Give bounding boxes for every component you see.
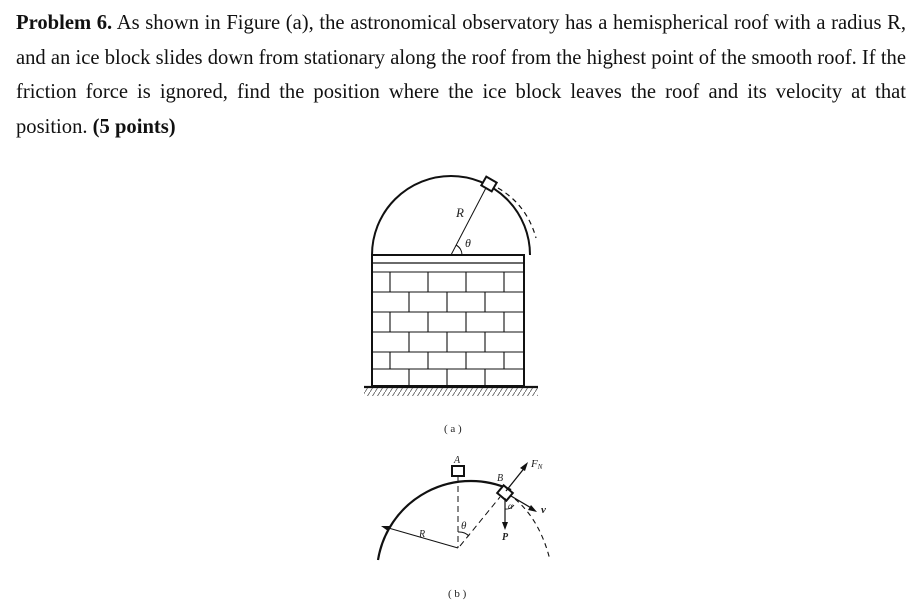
brick-wall (372, 255, 524, 386)
angle-label-a: θ (465, 236, 471, 250)
angle-arc (456, 245, 462, 255)
point-b-label: B (497, 473, 504, 484)
caption-b: ( b ) (448, 588, 467, 600)
ground-hatch (364, 388, 538, 396)
normal-force-label: FN (531, 458, 543, 471)
roof-arc (378, 481, 511, 560)
velocity-arrow (511, 496, 533, 509)
radius-label-b: R (419, 529, 426, 540)
angle-arc-b (458, 532, 469, 536)
velocity-label: v (541, 504, 546, 516)
problem-text: As shown in Figure (a), the astronomical observatory has a hemispherical roof with a radius R, and an ice block slides down from stationary along the roof from the highest point of the smooth roof. If the friction force is ignored, find the position where the ice block leaves the roof and its velocity at that position. (16, 12, 906, 138)
radius-label-a: R (456, 205, 464, 220)
block-a (452, 466, 464, 476)
problem-label: Problem 6. (16, 12, 113, 34)
figure-b-diagram (378, 462, 550, 560)
point-a-label: A (454, 455, 461, 466)
alpha-label: α (508, 501, 513, 511)
angle-label-b: θ (461, 520, 467, 532)
dome-outline (372, 176, 530, 255)
weight-label: P (502, 532, 509, 543)
caption-a: ( a ) (444, 423, 462, 435)
problem-points: (5 points) (92, 115, 176, 138)
figure-a-diagram (364, 176, 538, 396)
